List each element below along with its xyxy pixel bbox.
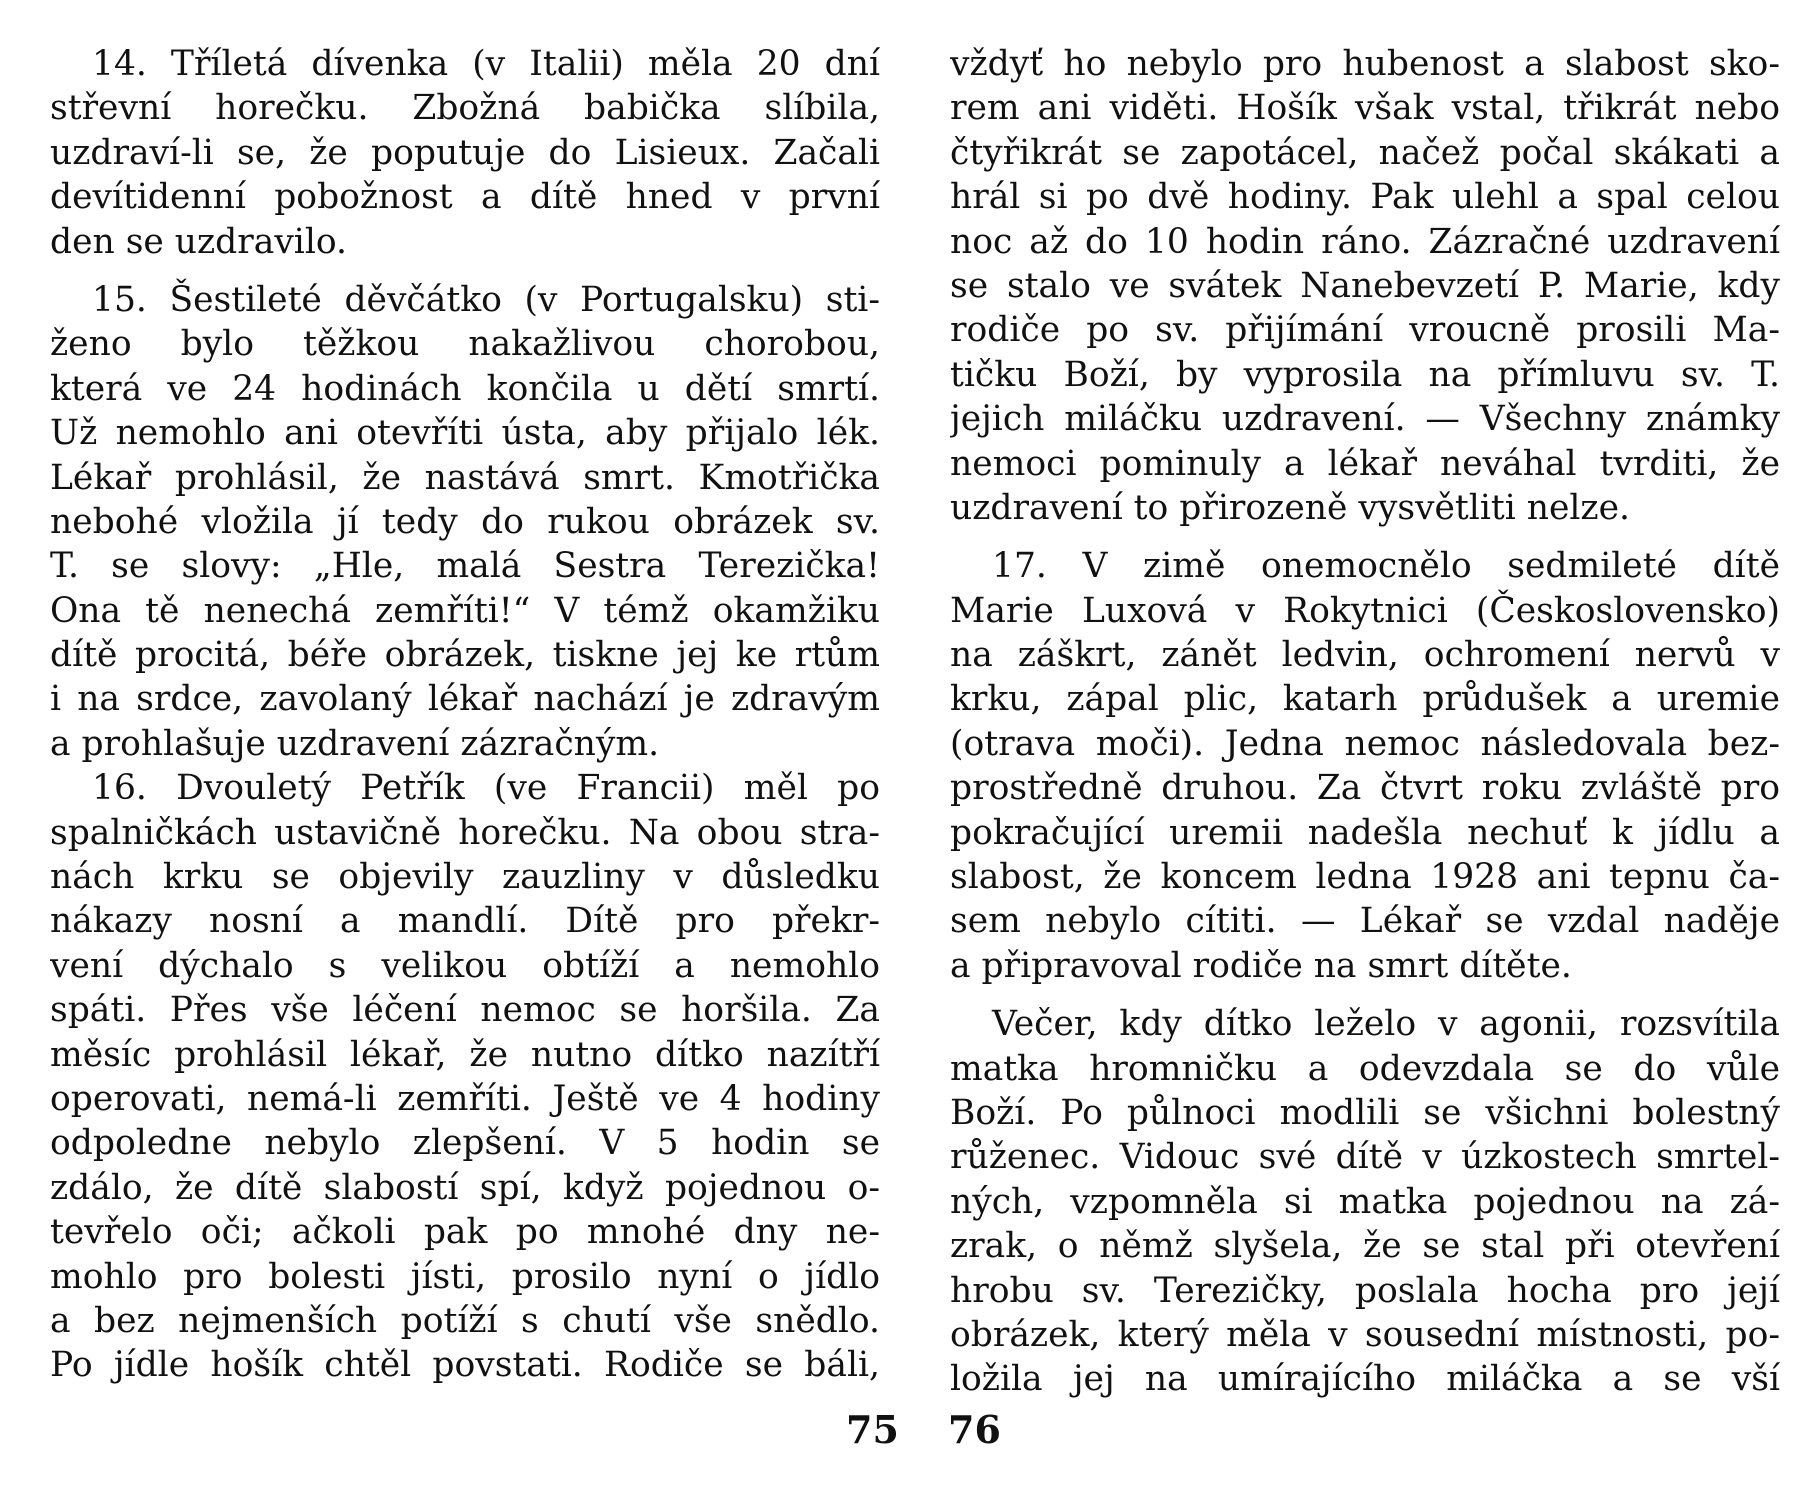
paragraph-vecer: [950, 1002, 1780, 1402]
text-line: i na srdce, zavolaný lékař nachází je zdravým: [50, 679, 880, 720]
text-line: Už nemohlo ani otevříti ústa, aby přijalo lék.: [50, 413, 880, 454]
text-line: den se uzdravilo.: [50, 221, 348, 262]
text-line: vždyť ho nebylo pro hubenost a slabost sko-: [950, 44, 1780, 84]
text-line: rodiče po sv. přijímání vroucně prosili Ma-: [950, 310, 1780, 351]
text-line: ných, vzpomněla si matka pojednou na zá-: [950, 1181, 1780, 1222]
paragraph-15: [50, 278, 880, 766]
paragraph-17: [950, 544, 1780, 988]
text-line: pokračující uremii nadešla nechuť k jídlu a: [950, 812, 1780, 853]
text-line: prostředně druhou. Za čtvrt roku zvláště pro: [950, 768, 1780, 809]
text-line: nebohé vložila jí tedy do rukou obrázek sv.: [50, 501, 880, 542]
page-number-left: 75: [846, 1407, 899, 1452]
text-line: uzdraví-li se, že poputuje do Lisieux. Začali: [50, 132, 880, 173]
text-line: zrak, o němž slyšela, že se stal při otevření: [950, 1226, 1780, 1267]
text-line: nákazy nosní a mandlí. Dítě pro překr-: [50, 901, 880, 942]
text-line: mohlo pro bolesti jísti, prosilo nyní o jídlo: [50, 1256, 880, 1297]
text-line: krku, zápal plic, katarh průdušek a uremie: [950, 679, 1780, 720]
text-line: a bez nejmenších potíží s chutí vše snědlo.: [50, 1300, 880, 1341]
page-number-right: 76: [948, 1407, 1001, 1452]
text-line: Boží. Po půlnoci modlili se všichni bolestný: [950, 1092, 1780, 1133]
text-line: noc až do 10 hodin ráno. Zázračné uzdravení: [950, 221, 1780, 262]
text-line: dítě procitá, béře obrázek, tiskne jej ke rtům: [50, 635, 880, 676]
text-line: hrobu sv. Terezičky, poslala hocha pro její: [950, 1270, 1780, 1311]
text-line: ložila jej na umírajícího miláčka a se vší: [950, 1359, 1780, 1400]
text-line: se stalo ve svátek Nanebevzetí P. Marie, kdy: [950, 265, 1780, 306]
text-line: 17. V zimě onemocnělo sedmileté dítě: [992, 546, 1780, 587]
text-line: Ona tě nenechá zemříti!“ V témž okamžiku: [50, 590, 880, 631]
text-line: Po jídle hošík chtěl povstati. Rodiče se báli,: [50, 1345, 880, 1386]
paragraph-16: [50, 766, 880, 1387]
text-line: tičku Boží, by vyprosila na přímluvu sv. T.: [950, 354, 1780, 395]
text-line: zdálo, že dítě slabostí spí, když pojednou o-: [50, 1167, 880, 1208]
text-line: na záškrt, zánět ledvin, ochromení nervů v: [950, 635, 1780, 676]
text-line: 16. Dvouletý Petřík (ve Francii) měl po: [92, 768, 880, 809]
text-line: měsíc prohlásil lékař, že nutno dítko nazítří: [50, 1034, 880, 1075]
text-line: obrázek, který měla v sousední místnosti, po-: [950, 1314, 1780, 1355]
text-line: nách krku se objevily zauzliny v důsledku: [50, 857, 880, 898]
text-line: (otrava moči). Jedna nemoc následovala bez-: [950, 723, 1780, 764]
text-line: operovati, nemá-li zemříti. Ještě ve 4 hodiny: [50, 1078, 880, 1119]
text-line: která ve 24 hodinách končila u dětí smrtí.: [50, 368, 880, 409]
text-line: tevřelo oči; ačkoli pak po mnohé dny ne-: [50, 1212, 880, 1253]
text-line: 15. Šestileté děvčátko (v Portugalsku) sti-: [92, 279, 880, 320]
text-line: spáti. Přes vše léčení nemoc se horšila. Za: [50, 990, 880, 1031]
text-line: jejich miláčku uzdravení. — Všechny známky: [950, 399, 1780, 440]
text-line: růženec. Vidouc své dítě v úzkostech smrtel-: [950, 1137, 1780, 1178]
text-line: ženo bylo těžkou nakažlivou chorobou,: [50, 324, 880, 365]
text-line: sem nebylo cítiti. — Lékař se vzdal naděje: [950, 901, 1780, 942]
paragraph-14: [50, 42, 880, 264]
text-line: slabost, že koncem ledna 1928 ani tepnu ča-: [950, 857, 1780, 898]
text-line: spalničkách ustavičně horečku. Na obou stra-: [50, 812, 880, 853]
text-line: odpoledne nebylo zlepšení. V 5 hodin se: [50, 1123, 880, 1164]
text-line: rem ani viděti. Hošík však vstal, třikrát nebo: [950, 88, 1780, 129]
text-line: devítidenní pobožnost a dítě hned v první: [50, 177, 880, 218]
text-line: 14. Tříletá dívenka (v Italii) měla 20 dní: [92, 44, 880, 84]
text-line: T. se slovy: „Hle, malá Sestra Terezička!: [50, 546, 880, 587]
text-line: a prohlašuje uzdravení zázračným.: [50, 723, 660, 764]
text-line: nemoci pominuly a lékař neváhal tvrditi, že: [950, 443, 1780, 484]
paragraph-16-continued: [950, 42, 1780, 530]
text-line: matka hromničku a odevzdala se do vůle: [950, 1048, 1780, 1089]
text-line: Večer, kdy dítko leželo v agonii, rozsvítila: [992, 1004, 1780, 1045]
text-line: čtyřikrát se zapotácel, načež počal skákati a: [950, 132, 1780, 173]
left-page: [50, 42, 880, 1388]
text-line: hrál si po dvě hodiny. Pak ulehl a spal celou: [950, 177, 1780, 218]
text-line: Marie Luxová v Rokytnici (Československo): [950, 590, 1780, 631]
right-page: [950, 42, 1780, 1402]
text-line: a připravoval rodiče na smrt dítěte.: [950, 945, 1572, 986]
text-line: Lékař prohlásil, že nastává smrt. Kmotřička: [50, 457, 880, 498]
text-line: střevní horečku. Zbožná babička slíbila,: [50, 88, 880, 129]
text-line: vení dýchalo s velikou obtíží a nemohlo: [50, 945, 880, 986]
text-line: uzdravení to přirozeně vysvětliti nelze.: [950, 487, 1630, 528]
